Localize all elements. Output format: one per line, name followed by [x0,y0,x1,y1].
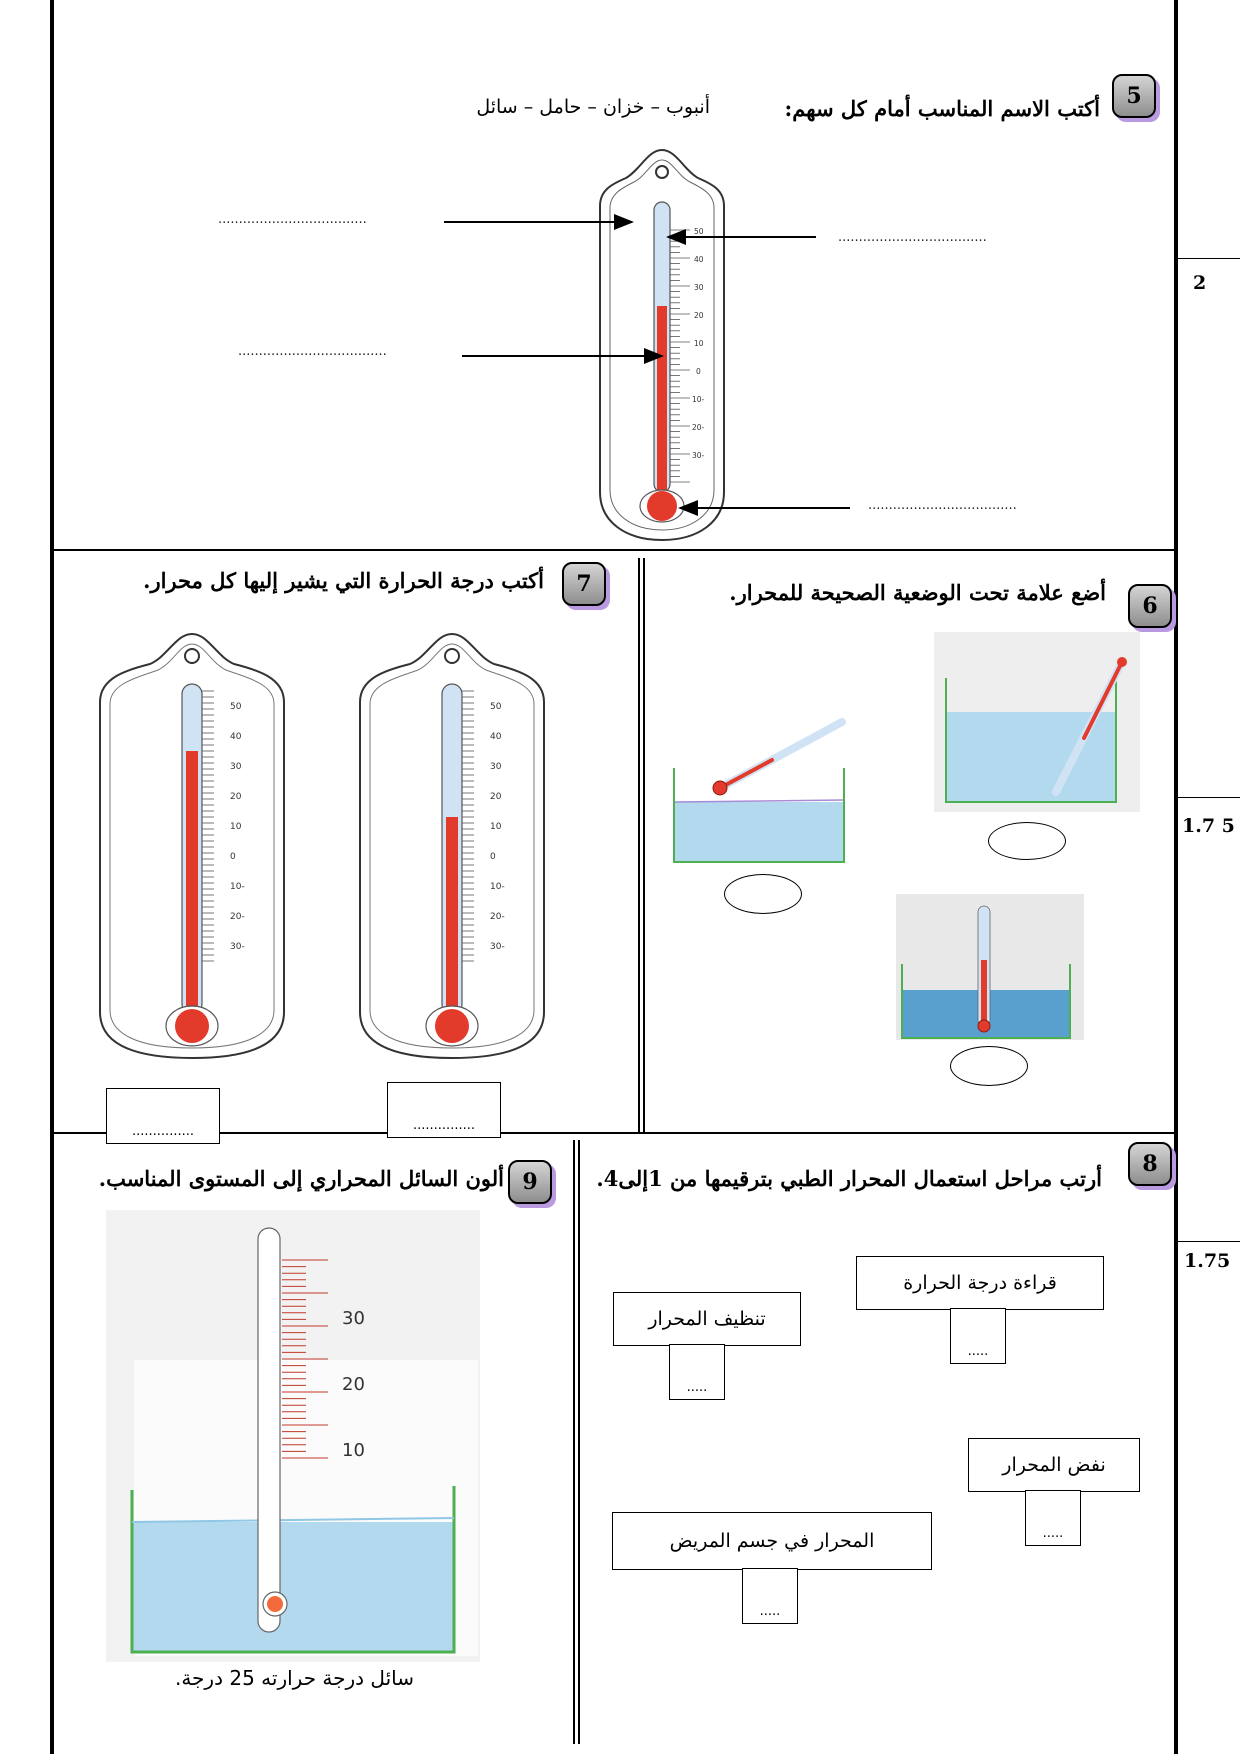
q8-step-shake-thermometer-number[interactable]: ..... [1025,1490,1081,1546]
q8-step-in-patient-body-number[interactable]: ..... [742,1568,798,1624]
q7-scale-label: 0 [230,852,236,862]
q6-mark-b[interactable] [724,874,802,914]
q7-scale-label: 30- [230,942,245,952]
q8-step-in-patient-body: المحرار في جسم المريض [612,1512,932,1570]
q6-number-badge: 6 [1128,584,1172,628]
q8-step-shake-thermometer: نفض المحرار [968,1438,1140,1492]
q5-instruction: أكتب الاسم المناسب أمام كل سهم: [784,96,1100,121]
q5-blank-scale[interactable]: .................................... [838,230,987,245]
score-q6-q7: 1.7 5 [1182,815,1235,837]
q5-arrows [0,0,1240,560]
q6-instruction: أضع علامة تحت الوضعية الصحيحة للمحرار. [729,580,1106,605]
q7-scale-label: 10 [490,822,502,832]
q6-position-a [934,632,1140,812]
q5-blank-tube[interactable]: .................................... [218,212,367,227]
q7-scale-label: 0 [490,852,496,862]
q5-scale-label: 30 [694,283,704,292]
q5-scale-label: 10 [694,339,704,348]
score-q8-q9: 1.75 [1184,1250,1231,1272]
q7-instruction: أكتب درجة الحرارة التي يشير إليها كل محرار. [143,568,544,593]
q9-number-badge: 9 [508,1160,552,1204]
q5-blank-liquid[interactable]: .................................... [238,344,387,359]
q9-beaker-thermometer [106,1210,480,1662]
score-q5: 2 [1193,272,1207,294]
q5-scale-label: 30- [692,451,705,460]
divider-q8-q9 [573,1140,575,1744]
q7-scale-label: 50 [230,702,242,712]
q8-step-clean-thermometer-number[interactable]: ..... [669,1344,725,1400]
q5-scale-label: 40 [694,255,704,264]
q7-scale-label: 10- [230,882,245,892]
q7-thermometer-right [350,630,554,1062]
q5-scale-label: 50 [694,227,704,236]
q7-thermometer-left [90,630,294,1062]
q7-number-badge: 7 [562,562,606,606]
q9-scale-label: 30 [342,1308,365,1329]
q7-answer-box-left[interactable]: ............... [106,1088,220,1144]
q7-scale-label: 10- [490,882,505,892]
q7-scale-label: 40 [230,732,242,742]
q5-scale-label: 0 [696,367,701,376]
q7-scale-label: 10 [230,822,242,832]
q7-scale-label: 20 [490,792,502,802]
q8-instruction: أرتب مراحل استعمال المحرار الطبي بترقيمها من 1إلى4. [596,1166,1102,1191]
q7-scale-label: 30 [490,762,502,772]
q5-scale-label: 20- [692,423,705,432]
q8-step-read-temperature: قراءة درجة الحرارة [856,1256,1104,1310]
q6-mark-c[interactable] [950,1046,1028,1086]
q5-word-options: أنبوب – خزان – حامل – سائل [476,96,710,118]
q7-scale-label: 20- [490,912,505,922]
q6-position-b [652,706,858,870]
divider-q8-q9-b [578,1140,580,1744]
q9-scale-label: 20 [342,1374,365,1395]
q8-step-read-temperature-number[interactable]: ..... [950,1308,1006,1364]
q9-caption: سائل درجة حرارته 25 درجة. [174,1666,414,1690]
score-line-3 [1178,1241,1240,1242]
q7-answer-box-right[interactable]: ............... [387,1082,501,1138]
q5-number-badge: 5 [1112,74,1156,118]
q5-scale-label: 20 [694,311,704,320]
q7-scale-label: 30- [490,942,505,952]
q7-scale-label: 40 [490,732,502,742]
q7-scale-label: 50 [490,702,502,712]
divider-q6-q7-b [643,558,645,1132]
q7-scale-label: 20 [230,792,242,802]
q8-step-clean-thermometer: تنظيف المحرار [613,1292,801,1346]
divider-q6-q7 [638,558,640,1132]
q9-instruction: ألون السائل المحراري إلى المستوى المناسب. [98,1166,504,1191]
divider-q7-bottom [54,1132,1174,1134]
q5-scale-label: 10- [692,395,705,404]
q6-mark-a[interactable] [988,822,1066,860]
q7-scale-label: 20- [230,912,245,922]
q8-number-badge: 8 [1128,1142,1172,1186]
q5-blank-bulb[interactable]: .................................... [868,498,1017,513]
q6-position-c [896,894,1084,1040]
q9-scale-label: 10 [342,1440,365,1461]
score-line-2 [1178,797,1240,798]
q7-scale-label: 30 [230,762,242,772]
